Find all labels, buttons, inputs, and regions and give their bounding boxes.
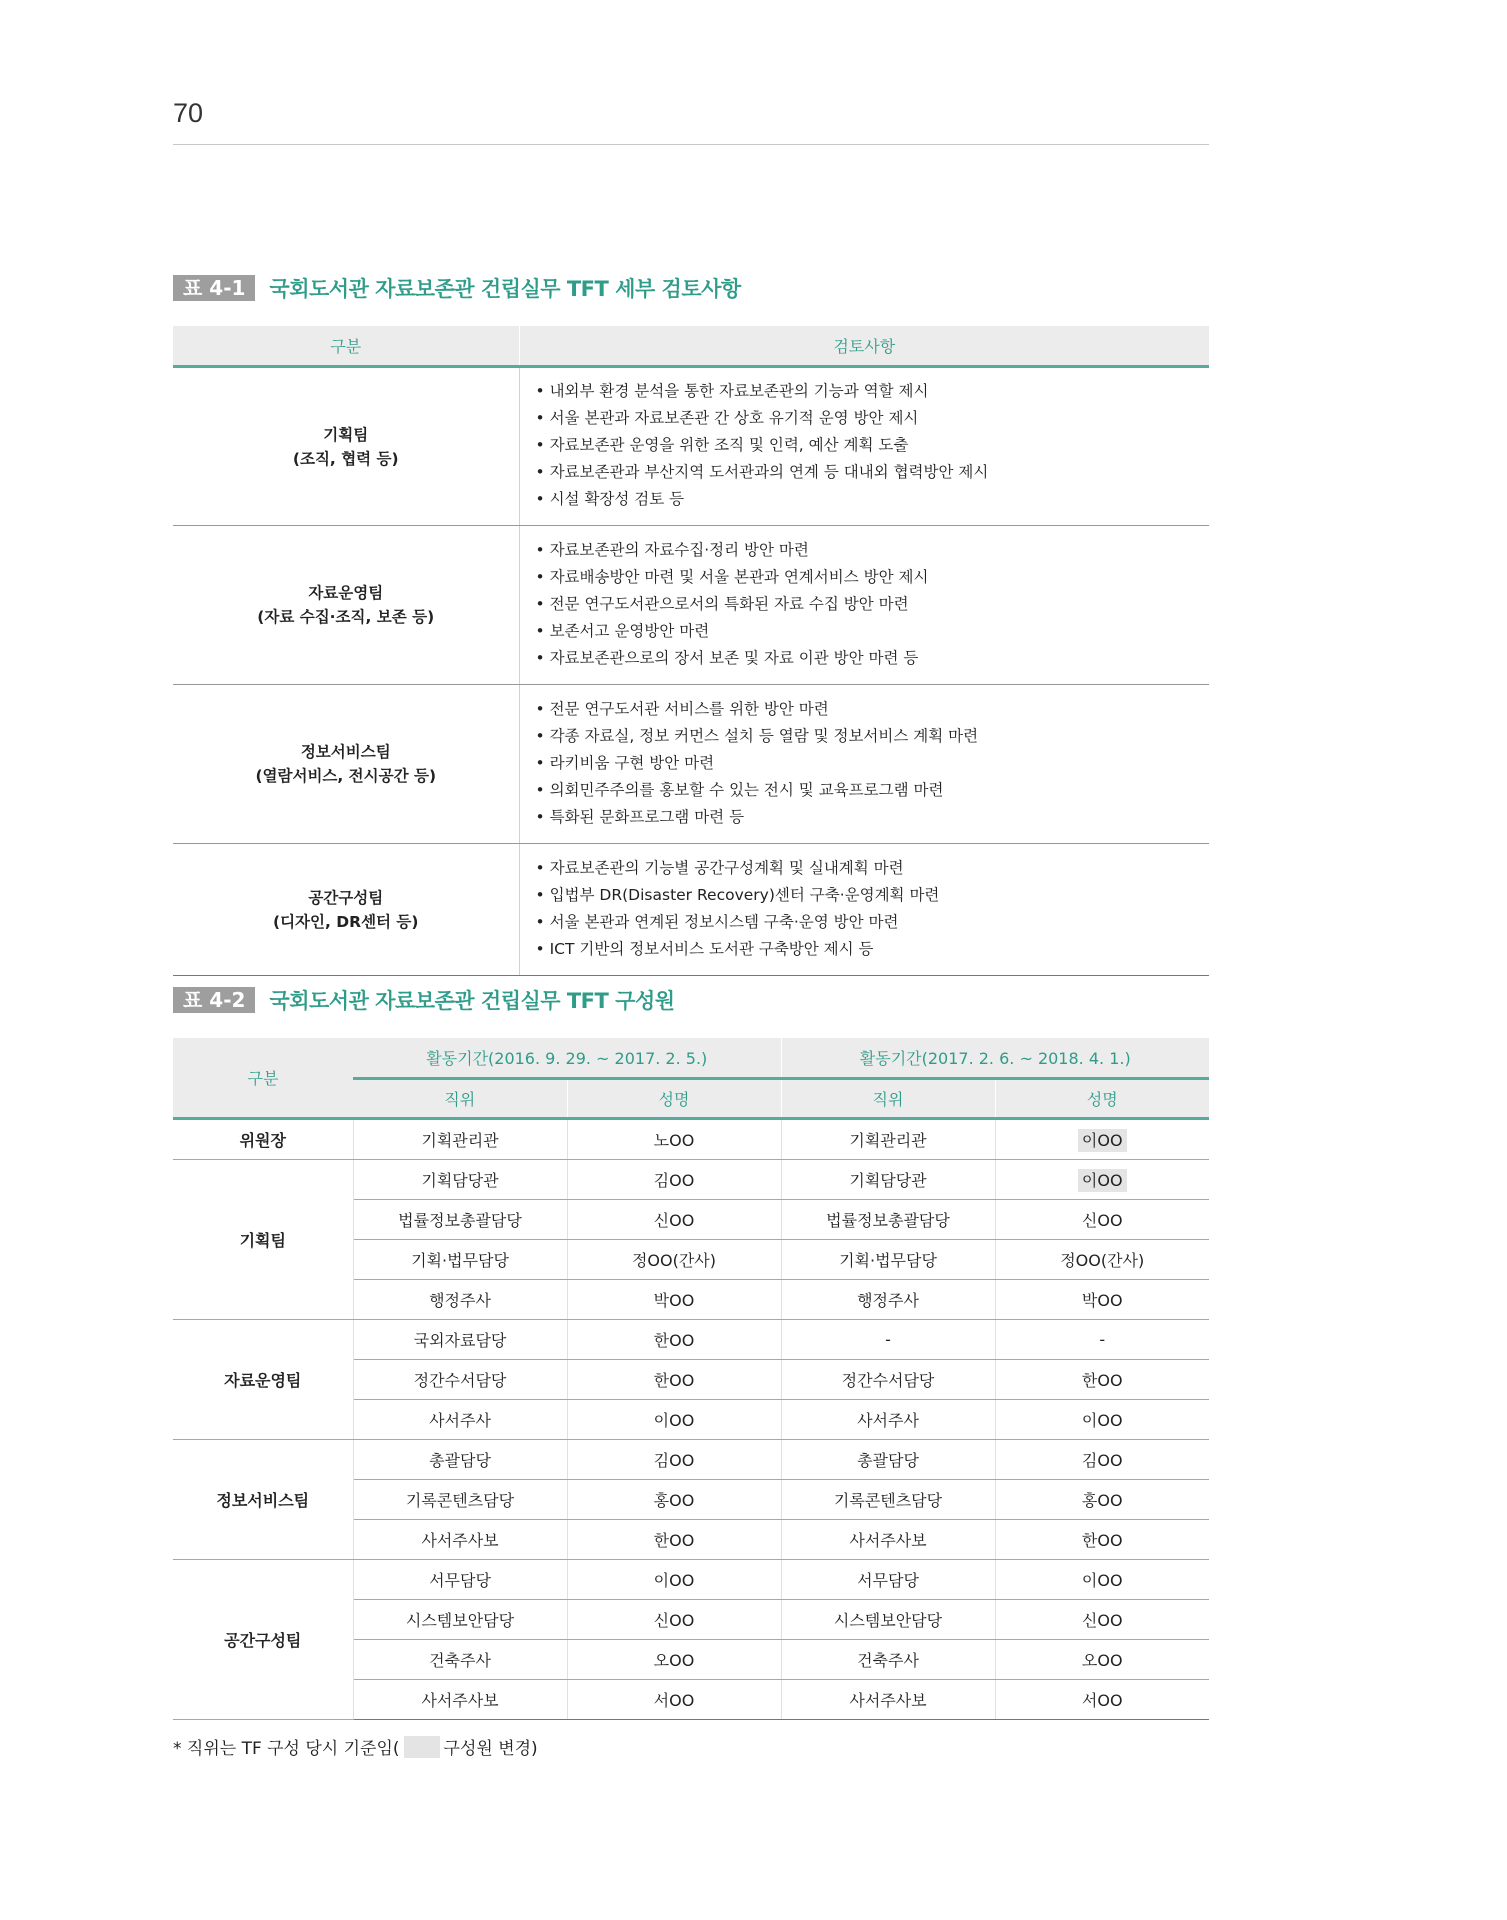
name-cell — [995, 1200, 1209, 1240]
position-text: 기획담당관 — [421, 1171, 499, 1190]
position-cell — [353, 1440, 567, 1480]
list-item: • 자료보존관으로의 장서 보존 및 자료 이관 방안 마련 등 — [536, 645, 1210, 672]
footnote-text-before: * 직위는 TF 구성 당시 기준임( — [173, 1739, 400, 1759]
team-name: 정보서비스팀 — [300, 743, 391, 761]
name-text: 이OO — [653, 1571, 695, 1590]
name-text: 이OO — [653, 1411, 695, 1430]
table-row — [173, 1119, 1209, 1160]
name-cell — [995, 1160, 1209, 1200]
position-cell — [781, 1440, 995, 1480]
position-text: 기획담당관 — [849, 1171, 927, 1190]
position-text: 사서주사 — [857, 1411, 919, 1430]
list-item: • ICT 기반의 정보서비스 도서관 구축방안 제시 등 — [536, 936, 1210, 963]
table-row — [173, 367, 1209, 526]
position-cell — [781, 1680, 995, 1720]
name-cell — [995, 1520, 1209, 1560]
position-cell — [353, 1280, 567, 1320]
position-text: 법률정보총괄담당 — [826, 1211, 950, 1230]
table-4-2-title: 국회도서관 자료보존관 건립실무 TFT 구성원 — [269, 989, 675, 1013]
team-scope: (자료 수집·조직, 보존 등) — [257, 608, 435, 626]
position-cell — [781, 1200, 995, 1240]
footnote — [173, 1734, 538, 1759]
position-cell — [781, 1119, 995, 1160]
table-row — [173, 1440, 1209, 1480]
name-cell — [995, 1680, 1209, 1720]
name-cell — [567, 1400, 781, 1440]
list-item: • 서울 본관과 자료보존관 간 상호 유기적 운영 방안 제시 — [536, 405, 1210, 432]
column-header-category: 구분 — [173, 1038, 353, 1119]
list-item: • 전문 연구도서관 서비스를 위한 방안 마련 — [536, 696, 1210, 723]
position-text: 총괄담당 — [857, 1451, 919, 1470]
position-text: 기록콘텐츠담당 — [833, 1491, 943, 1510]
name-cell — [995, 1600, 1209, 1640]
position-cell — [353, 1360, 567, 1400]
name-text: 정OO(간사) — [1060, 1251, 1145, 1270]
highlight-legend-swatch — [404, 1736, 440, 1758]
team-cell — [173, 526, 519, 685]
name-cell — [567, 1200, 781, 1240]
list-item: • 자료보존관의 기능별 공간구성계획 및 실내계획 마련 — [536, 855, 1210, 882]
name-cell — [567, 1640, 781, 1680]
position-cell — [781, 1600, 995, 1640]
column-header-review-items: 검토사항 — [519, 326, 1209, 367]
position-cell — [781, 1400, 995, 1440]
position-text: 사서주사보 — [421, 1691, 499, 1710]
column-header-category: 구분 — [173, 326, 519, 367]
review-items-cell — [519, 526, 1209, 685]
name-text: 오OO — [653, 1651, 695, 1670]
name-cell — [567, 1560, 781, 1600]
position-cell — [781, 1640, 995, 1680]
name-cell — [567, 1160, 781, 1200]
position-text: 기획관리관 — [849, 1131, 927, 1150]
name-text: 홍OO — [1081, 1491, 1123, 1510]
name-text: 정OO(간사) — [631, 1251, 717, 1270]
position-text: 정간수서담당 — [413, 1371, 507, 1390]
name-cell — [567, 1680, 781, 1720]
table-row — [173, 1160, 1209, 1200]
name-cell — [567, 1280, 781, 1320]
name-text: 신OO — [1081, 1611, 1123, 1630]
position-text: - — [885, 1330, 891, 1349]
review-items-cell — [519, 685, 1209, 844]
name-text: 김OO — [653, 1171, 695, 1190]
name-text: 한OO — [1081, 1531, 1123, 1550]
position-cell — [353, 1119, 567, 1160]
position-cell — [353, 1200, 567, 1240]
position-header: 직위 — [353, 1079, 567, 1119]
table-4-1-caption — [173, 273, 741, 303]
table-row — [173, 844, 1209, 976]
name-cell — [567, 1520, 781, 1560]
name-cell — [567, 1440, 781, 1480]
list-item: • 보존서고 운영방안 마련 — [536, 618, 1210, 645]
team-name-cell: 정보서비스팀 — [173, 1440, 353, 1560]
team-scope: (조직, 협력 등) — [292, 449, 399, 468]
name-cell — [995, 1320, 1209, 1360]
list-item: • 입법부 DR(Disaster Recovery)센터 구축·운영계획 마련 — [536, 882, 1210, 909]
name-cell — [995, 1440, 1209, 1480]
name-text: 한OO — [1081, 1371, 1123, 1390]
name-cell — [995, 1480, 1209, 1520]
position-cell — [353, 1480, 567, 1520]
name-text: 박OO — [653, 1291, 695, 1310]
table-4-2-caption — [173, 985, 675, 1015]
review-items-cell — [519, 844, 1209, 976]
name-text: 이OO — [1078, 1169, 1127, 1192]
name-header: 성명 — [567, 1079, 781, 1119]
position-cell — [353, 1320, 567, 1360]
position-text: 기획관리관 — [421, 1131, 499, 1150]
position-cell — [781, 1560, 995, 1600]
members-table — [173, 1038, 1209, 1720]
position-text: 서무담당 — [857, 1571, 919, 1590]
list-item: • 자료배송방안 마련 및 서울 본관과 연계서비스 방안 제시 — [536, 564, 1210, 591]
review-items-table — [173, 326, 1209, 976]
header-divider — [173, 144, 1209, 145]
position-text: 사서주사보 — [849, 1691, 927, 1710]
position-header: 직위 — [781, 1079, 995, 1119]
team-name-cell: 기획팀 — [173, 1160, 353, 1320]
position-text: 건축주사 — [857, 1651, 919, 1670]
position-text: 행정주사 — [857, 1291, 919, 1310]
period-1-header: 활동기간(2016. 9. 29. ~ 2017. 2. 5.) — [353, 1038, 781, 1079]
position-text: 정간수서담당 — [841, 1371, 935, 1390]
position-cell — [353, 1560, 567, 1600]
position-cell — [781, 1520, 995, 1560]
team-cell — [173, 367, 519, 526]
position-text: 법률정보총괄담당 — [398, 1211, 522, 1230]
name-cell — [995, 1119, 1209, 1160]
footnote-text-after: 구성원 변경) — [443, 1739, 538, 1759]
list-item: • 자료보존관과 부산지역 도서관과의 연계 등 대내외 협력방안 제시 — [536, 459, 1210, 486]
list-item: • 각종 자료실, 정보 커먼스 설치 등 열람 및 정보서비스 계획 마련 — [536, 723, 1210, 750]
team-scope: (열람서비스, 전시공간 등) — [255, 767, 437, 785]
list-item: • 내외부 환경 분석을 통한 자료보존관의 기능과 역할 제시 — [536, 378, 1210, 405]
position-text: 사서주사보 — [849, 1531, 927, 1550]
position-cell — [353, 1520, 567, 1560]
name-cell — [567, 1119, 781, 1160]
members-table-body — [173, 1119, 1209, 1720]
list-item: • 의회민주주의를 홍보할 수 있는 전시 및 교육프로그램 마련 — [536, 777, 1210, 804]
position-cell — [781, 1240, 995, 1280]
name-text: 한OO — [653, 1531, 695, 1550]
name-text: 한OO — [653, 1371, 695, 1390]
name-text: - — [1099, 1330, 1106, 1349]
position-text: 서무담당 — [429, 1571, 491, 1590]
table-row — [173, 1320, 1209, 1360]
name-text: 이OO — [1078, 1129, 1127, 1152]
name-cell — [995, 1360, 1209, 1400]
position-cell — [353, 1600, 567, 1640]
name-header: 성명 — [995, 1079, 1209, 1119]
table-4-2-tag: 표 4-2 — [173, 987, 255, 1013]
position-cell — [353, 1240, 567, 1280]
name-text: 한OO — [653, 1331, 695, 1350]
table-4-1-tag: 표 4-1 — [173, 275, 255, 301]
position-text: 시스템보안담당 — [405, 1611, 515, 1630]
position-cell — [353, 1400, 567, 1440]
position-cell — [353, 1680, 567, 1720]
team-name-cell: 공간구성팀 — [173, 1560, 353, 1720]
name-text: 이OO — [1081, 1571, 1123, 1590]
position-text: 기록콘텐츠담당 — [405, 1491, 515, 1510]
table-row — [173, 1560, 1209, 1600]
name-text: 박OO — [1081, 1291, 1123, 1310]
name-text: 김OO — [1081, 1451, 1123, 1470]
position-cell — [781, 1160, 995, 1200]
name-cell — [567, 1320, 781, 1360]
position-cell — [781, 1280, 995, 1320]
name-text: 신OO — [653, 1611, 695, 1630]
position-cell — [353, 1160, 567, 1200]
name-text: 신OO — [1081, 1211, 1123, 1230]
table-row — [173, 685, 1209, 844]
team-name: 공간구성팀 — [308, 888, 384, 907]
name-text: 서OO — [653, 1691, 695, 1710]
position-cell — [781, 1320, 995, 1360]
list-item: • 자료보존관 운영을 위한 조직 및 인력, 예산 계획 도출 — [536, 432, 1210, 459]
list-item: • 서울 본관과 연계된 정보시스템 구축·운영 방안 마련 — [536, 909, 1210, 936]
name-cell — [995, 1280, 1209, 1320]
list-item: • 특화된 문화프로그램 마련 등 — [536, 804, 1210, 831]
name-text: 신OO — [653, 1211, 695, 1230]
position-cell — [781, 1360, 995, 1400]
list-item: • 자료보존관의 자료수집·정리 방안 마련 — [536, 537, 1210, 564]
name-cell — [995, 1240, 1209, 1280]
name-text: 김OO — [653, 1451, 695, 1470]
name-cell — [995, 1560, 1209, 1600]
list-item: • 전문 연구도서관으로서의 특화된 자료 수집 방안 마련 — [536, 591, 1210, 618]
table-4-1-title: 국회도서관 자료보존관 건립실무 TFT 세부 검토사항 — [269, 277, 741, 301]
position-text: 시스템보안담당 — [833, 1611, 943, 1630]
position-text: 기획·법무담당 — [411, 1251, 509, 1270]
position-text: 건축주사 — [429, 1651, 491, 1670]
name-cell — [995, 1640, 1209, 1680]
page-number: 70 — [173, 98, 204, 128]
review-items-cell — [519, 367, 1209, 526]
team-scope: (디자인, DR센터 등) — [273, 912, 419, 931]
team-cell — [173, 844, 519, 976]
team-cell — [173, 685, 519, 844]
name-cell — [567, 1240, 781, 1280]
position-text: 국외자료담당 — [413, 1331, 507, 1350]
position-cell — [353, 1640, 567, 1680]
team-name: 자료운영팀 — [308, 584, 384, 602]
name-cell — [995, 1400, 1209, 1440]
name-text: 노OO — [653, 1131, 695, 1150]
name-text: 이OO — [1081, 1411, 1123, 1430]
list-item: • 라키비움 구현 방안 마련 — [536, 750, 1210, 777]
table-row — [173, 526, 1209, 685]
position-text: 기획·법무담당 — [839, 1251, 937, 1270]
position-text: 행정주사 — [429, 1291, 491, 1310]
period-2-header: 활동기간(2017. 2. 6. ~ 2018. 4. 1.) — [781, 1038, 1209, 1079]
position-text: 총괄담당 — [429, 1451, 491, 1470]
name-cell — [567, 1480, 781, 1520]
position-cell — [781, 1480, 995, 1520]
position-text: 사서주사 — [429, 1411, 491, 1430]
list-item: • 시설 확장성 검토 등 — [536, 486, 1210, 513]
name-cell — [567, 1600, 781, 1640]
name-cell — [567, 1360, 781, 1400]
name-text: 서OO — [1081, 1691, 1123, 1710]
team-name-cell: 위원장 — [173, 1119, 353, 1160]
team-name: 기획팀 — [323, 425, 369, 444]
team-name-cell: 자료운영팀 — [173, 1320, 353, 1440]
name-text: 홍OO — [653, 1491, 695, 1510]
name-text: 오OO — [1081, 1651, 1123, 1670]
position-text: 사서주사보 — [421, 1531, 499, 1550]
